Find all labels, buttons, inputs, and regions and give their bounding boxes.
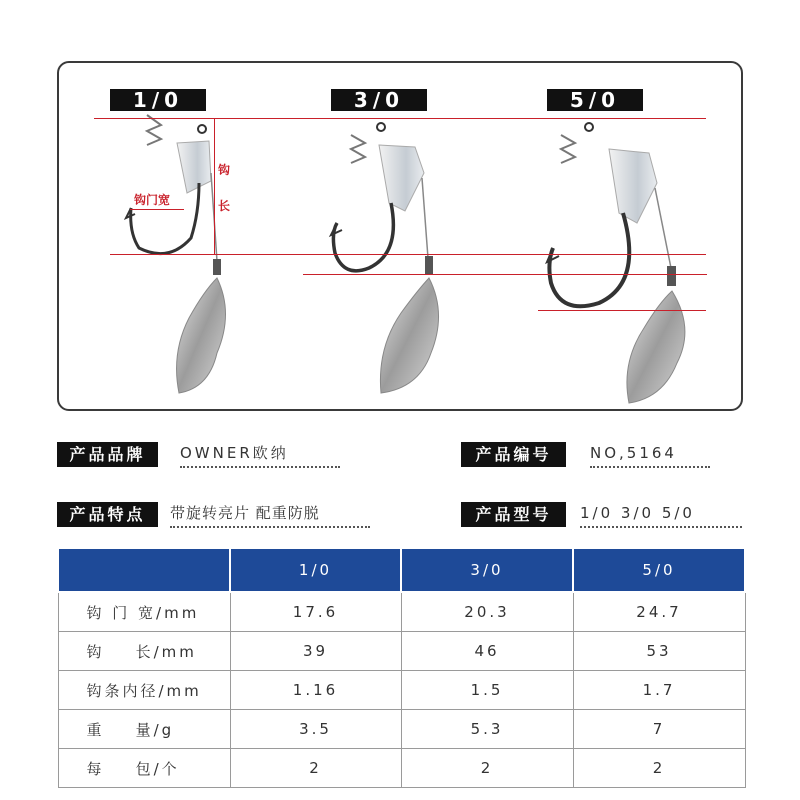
code-label: 产品编号 (461, 442, 566, 467)
header-cell-1-0: 1/0 (230, 548, 401, 592)
size-tag-1-0: 1/0 (110, 89, 206, 111)
header-cell-3-0: 3/0 (401, 548, 573, 592)
table-row (58, 749, 745, 788)
header-cell-5-0: 5/0 (573, 548, 745, 592)
table-cell: 53 (573, 632, 745, 671)
table-cell: 1.5 (401, 671, 573, 710)
top-guide-line (94, 118, 706, 119)
table-cell: 46 (401, 632, 573, 671)
hook-5-0 (547, 123, 685, 403)
table-header-row (58, 548, 745, 592)
row-label: 钩 门 宽/mm (58, 592, 230, 632)
table-cell: 39 (230, 632, 401, 671)
table-row (58, 632, 745, 671)
table-cell: 2 (573, 749, 745, 788)
table-cell: 5.3 (401, 710, 573, 749)
table-cell: 1.7 (573, 671, 745, 710)
hook-length-guide (214, 118, 215, 254)
table-cell: 17.6 (230, 592, 401, 632)
header-cell-empty (58, 548, 230, 592)
model-value: 1/0 3/0 5/0 (580, 502, 742, 528)
row-label: 每 包/个 (58, 749, 230, 788)
model-label: 产品型号 (461, 502, 566, 527)
feature-label: 产品特点 (57, 502, 158, 527)
hook-gap-label: 钩门宽 (134, 193, 171, 207)
feature-value: 带旋转亮片 配重防脱 (170, 502, 370, 528)
code-value: NO,5164 (590, 442, 710, 468)
table-cell: 3.5 (230, 710, 401, 749)
table-cell: 24.7 (573, 592, 745, 632)
hooks-illustration (59, 63, 743, 411)
brand-label: 产品品牌 (57, 442, 158, 467)
table-row (58, 592, 745, 632)
row-label: 重 量/g (58, 710, 230, 749)
brand-value: OWNER欧纳 (180, 442, 340, 468)
hook-length-label-2: 长 (218, 199, 231, 213)
table-cell: 2 (401, 749, 573, 788)
guide-line-1-0 (110, 254, 706, 255)
product-photo-panel (57, 61, 743, 411)
spec-table (57, 547, 746, 788)
hook-gap-guide (130, 209, 184, 210)
size-tag-3-0: 3/0 (331, 89, 427, 111)
guide-line-5-0 (538, 310, 706, 311)
table-cell: 2 (230, 749, 401, 788)
row-label: 钩条内径/mm (58, 671, 230, 710)
hook-3-0 (331, 123, 439, 393)
guide-line-3-0 (303, 274, 707, 275)
table-row (58, 710, 745, 749)
row-label: 钩 长/mm (58, 632, 230, 671)
table-cell: 20.3 (401, 592, 573, 632)
size-tag-5-0: 5/0 (547, 89, 643, 111)
table-cell: 1.16 (230, 671, 401, 710)
table-cell: 7 (573, 710, 745, 749)
table-row (58, 671, 745, 710)
hook-length-label-1: 钩 (218, 163, 231, 177)
